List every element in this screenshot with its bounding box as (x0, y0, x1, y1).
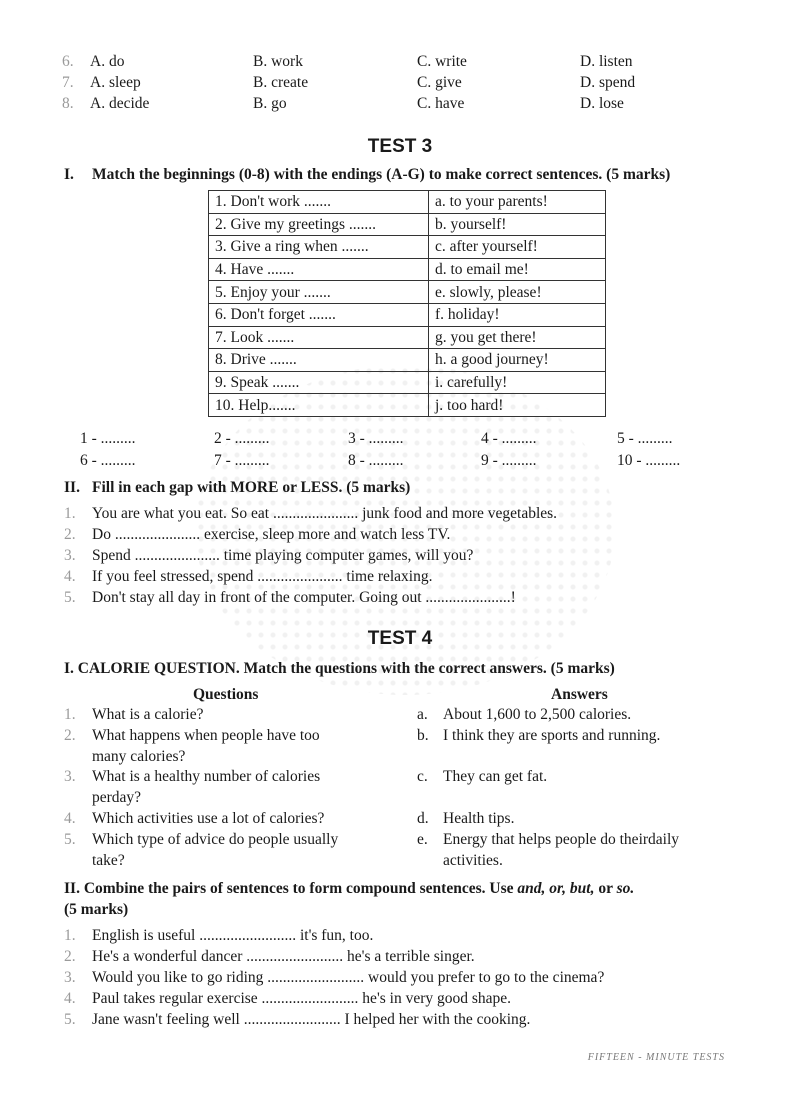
questions-column-header: Questions (193, 686, 259, 703)
test3-section1-label: I. (64, 166, 74, 183)
table-row (209, 394, 606, 417)
item-number: 5. (64, 589, 76, 606)
table-cell-ending: e. slowly, please! (429, 281, 606, 304)
item-number: 2. (64, 526, 76, 543)
conjunction-so: so. (616, 880, 635, 897)
question-number: 4. (64, 810, 76, 827)
question-number: 1. (64, 706, 76, 723)
test4-section2-marks: (5 marks) (64, 901, 129, 918)
option-d: D. lose (580, 95, 624, 112)
question-text: What happens when people have too (92, 727, 320, 744)
item-number: 2. (64, 948, 76, 965)
table-cell-ending: c. after yourself! (429, 236, 606, 259)
table-cell-beginning: 2. Give my greetings ....... (209, 213, 429, 236)
table-row (209, 326, 606, 349)
item-number: 3. (64, 969, 76, 986)
test3-title: TEST 3 (367, 136, 433, 157)
table-cell-beginning: 1. Don't work ....... (209, 191, 429, 214)
question-number: 2. (64, 727, 76, 744)
question-text-cont: many calories? (92, 748, 186, 765)
test4-section1-heading: I. CALORIE QUESTION. Match the questions with the correct answers. (5 marks) (64, 660, 615, 677)
conjunction-and: and, (517, 880, 546, 897)
table-row (209, 303, 606, 326)
item-number: 3. (64, 547, 76, 564)
option-d: D. listen (580, 53, 633, 70)
option-number: 7. (62, 74, 74, 91)
list-item: He's a wonderful dancer ......................... he's a terrible singer. (92, 948, 475, 965)
answer-text: I think they are sports and running. (443, 727, 661, 744)
answer-blank[interactable]: 7 - ......... (214, 452, 270, 469)
item-number: 4. (64, 990, 76, 1007)
list-item: Would you like to go riding ......................... would you prefer to go to the cinema? (92, 969, 605, 986)
option-number: 6. (62, 53, 74, 70)
answer-blank[interactable]: 10 - ......... (617, 452, 681, 469)
table-cell-ending: h. a good journey! (429, 349, 606, 372)
answer-letter: e. (417, 831, 428, 848)
answer-blank[interactable]: 3 - ......... (348, 430, 404, 447)
answer-text: About 1,600 to 2,500 calories. (443, 706, 632, 723)
conjunction-or: or, (549, 880, 567, 897)
answer-blank[interactable]: 6 - ......... (80, 452, 136, 469)
table-row (209, 213, 606, 236)
table-cell-beginning: 9. Speak ....... (209, 371, 429, 394)
option-b: B. work (253, 53, 303, 70)
table-row (209, 281, 606, 304)
table-cell-beginning: 3. Give a ring when ....... (209, 236, 429, 259)
list-item: Don't stay all day in front of the computer. Going out ......................! (92, 589, 516, 606)
table-cell-ending: f. holiday! (429, 303, 606, 326)
item-number: 1. (64, 505, 76, 522)
option-b: B. go (253, 95, 287, 112)
answer-text: Health tips. (443, 810, 515, 827)
page-footer: FIFTEEN - MINUTE TESTS (587, 1052, 725, 1063)
option-c: C. have (417, 95, 465, 112)
question-number: 3. (64, 768, 76, 785)
table-row (209, 191, 606, 214)
table-cell-ending: i. carefully! (429, 371, 606, 394)
question-text: What is a healthy number of calories (92, 768, 321, 785)
test3-section1-heading: Match the beginnings (0-8) with the endings (A-G) to make correct sentences. (5 marks) (92, 166, 671, 183)
answer-blank[interactable]: 8 - ......... (348, 452, 404, 469)
answer-letter: b. (417, 727, 429, 744)
option-c: C. write (417, 53, 467, 70)
table-row (209, 236, 606, 259)
table-cell-beginning: 4. Have ....... (209, 258, 429, 281)
table-cell-ending: d. to email me! (429, 258, 606, 281)
item-number: 4. (64, 568, 76, 585)
test3-section2-label: II. (64, 479, 80, 496)
question-text: What is a calorie? (92, 706, 204, 723)
table-cell-ending: b. yourself! (429, 213, 606, 236)
list-item: You are what you eat. So eat ...................... junk food and more vegetables. (92, 505, 558, 522)
answer-blank[interactable]: 2 - ......... (214, 430, 270, 447)
question-text-cont: take? (92, 852, 125, 869)
heading-word-or: or (598, 880, 613, 897)
conjunction-but: but, (569, 880, 595, 897)
option-a: A. sleep (90, 74, 141, 91)
answer-text: They can get fat. (443, 768, 548, 785)
question-number: 5. (64, 831, 76, 848)
item-number: 5. (64, 1011, 76, 1028)
answer-blank[interactable]: 4 - ......... (481, 430, 537, 447)
answer-blank[interactable]: 9 - ......... (481, 452, 537, 469)
list-item: Do ...................... exercise, sleep more and watch less TV. (92, 526, 451, 543)
answers-column-header: Answers (551, 686, 608, 703)
table-row (209, 258, 606, 281)
question-text: Which activities use a lot of calories? (92, 810, 325, 827)
option-number: 8. (62, 95, 74, 112)
table-cell-beginning: 8. Drive ....... (209, 349, 429, 372)
list-item: If you feel stressed, spend ...................... time relaxing. (92, 568, 433, 585)
table-row (209, 371, 606, 394)
question-text: Which type of advice do people usually (92, 831, 339, 848)
answer-text-cont: activities. (443, 852, 503, 869)
table-cell-ending: j. too hard! (429, 394, 606, 417)
option-c: C. give (417, 74, 462, 91)
question-text-cont: perday? (92, 789, 142, 806)
list-item: Paul takes regular exercise ......................... he's in very good shape. (92, 990, 512, 1007)
list-item: Jane wasn't feeling well ......................... I helped her with the cooking. (92, 1011, 531, 1028)
table-cell-beginning: 10. Help....... (209, 394, 429, 417)
heading-text: Combine the pairs of sentences to form compound sentences. Use (83, 880, 514, 897)
test4-title: TEST 4 (367, 628, 433, 649)
list-item: English is useful ......................... it's fun, too. (92, 927, 374, 944)
answer-text: Energy that helps people do theirdaily (443, 831, 680, 848)
answer-letter: c. (417, 768, 428, 785)
item-number: 1. (64, 927, 76, 944)
answer-blank[interactable]: 1 - ......... (80, 430, 136, 447)
option-a: A. decide (90, 95, 150, 112)
option-b: B. create (253, 74, 309, 91)
test3-section2-heading: Fill in each gap with MORE or LESS. (5 marks) (92, 479, 411, 496)
matching-table (208, 190, 606, 417)
table-cell-ending: g. you get there! (429, 326, 606, 349)
table-cell-ending: a. to your parents! (429, 191, 606, 214)
list-item: Spend ...................... time playing computer games, will you? (92, 547, 474, 564)
answer-blank[interactable]: 5 - ......... (617, 430, 673, 447)
table-cell-beginning: 7. Look ....... (209, 326, 429, 349)
option-d: D. spend (580, 74, 636, 91)
table-cell-beginning: 5. Enjoy your ....... (209, 281, 429, 304)
section-label: II. (64, 880, 80, 897)
test4-section2-heading (64, 880, 634, 898)
table-row (209, 349, 606, 372)
answer-letter: a. (417, 706, 428, 723)
table-cell-beginning: 6. Don't forget ....... (209, 303, 429, 326)
option-a: A. do (90, 53, 125, 70)
answer-letter: d. (417, 810, 429, 827)
